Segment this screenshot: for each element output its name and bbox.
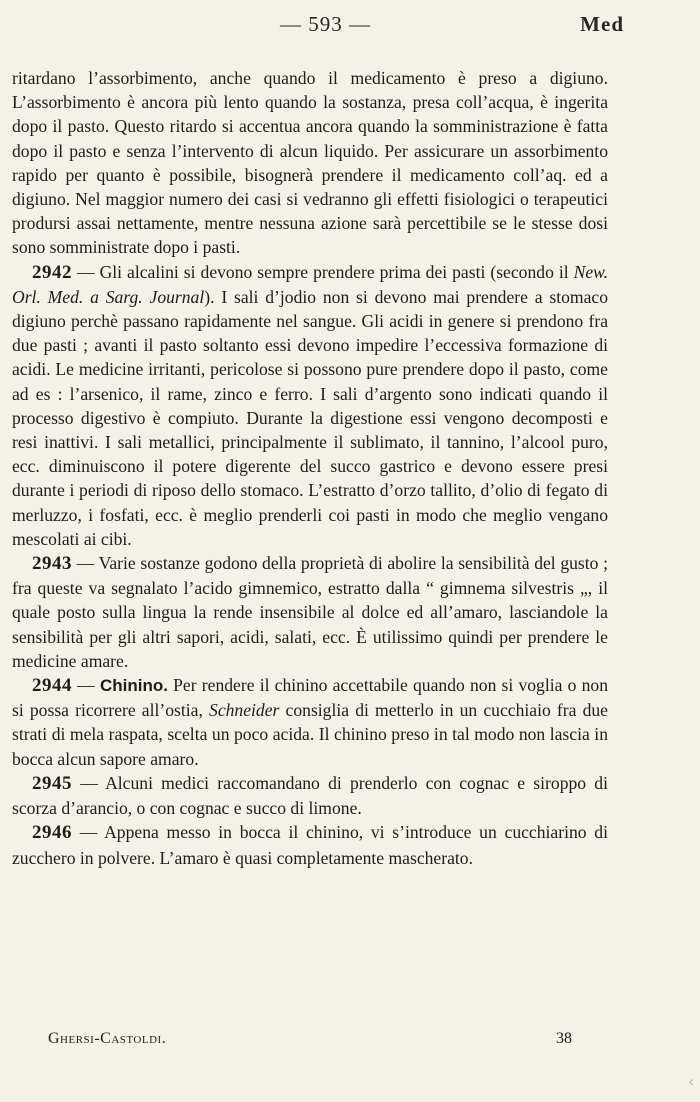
entry-number: 2942 bbox=[32, 261, 72, 283]
running-head: Med bbox=[580, 12, 624, 36]
entry-keyword: Chinino. bbox=[99, 676, 168, 696]
dash: — bbox=[72, 675, 100, 696]
paragraph-continuation bbox=[12, 66, 608, 260]
body-text bbox=[12, 66, 608, 870]
chevron-left-icon: ‹ bbox=[688, 1072, 695, 1091]
paragraph-text: Per rendere il chinino accettabile quando non si voglia o non si possa ricorrere all’ostia, bbox=[12, 675, 608, 721]
page-number: — 593 — bbox=[280, 12, 371, 36]
author-name: Schneider bbox=[209, 700, 280, 721]
footer-author: Ghersi-Castoldi. bbox=[48, 1030, 167, 1047]
journal-title: New. Orl. Med. a Sarg. Journal bbox=[12, 261, 608, 307]
entry-number: 2946 bbox=[32, 822, 72, 844]
paragraph-2943 bbox=[12, 551, 608, 673]
page-footer bbox=[48, 1030, 596, 1054]
paragraph-text: — Gli alcalini si devono sempre prendere prima dei pasti (secondo il bbox=[72, 261, 574, 282]
paragraph-text: — Varie sostanze godono della proprietà di abolire la sensibilità del gusto ; fra queste va segnalato l’acido gimnemico, estratto dalla “ gimnema silvestris „, il quale posto sulla lingua la rende insensibile al dolce ed all’amaro, lasciandole la sensibilità per gli altri sapori, acidi, salati, ecc. È utilissimo quindi per prendere le medicine amare. bbox=[12, 553, 608, 671]
sheet-number: 38 bbox=[556, 1030, 572, 1047]
paragraph-2942 bbox=[12, 260, 608, 551]
paragraph-text: ritardano l’assorbimento, anche quando il medicamento è preso a digiuno. L’assorbimento è ancora più lento quando la sostanza, presa coll’acqua, è ingerita dopo il pasto. Questo ritardo si accentua ancora quando la somministrazione è fatta dopo il pasto e senza l’intervento di alcun liquido. Per assicurare un assorbimento rapido per quanto è possibile, bisognerà prendere il medicamento coll’aq. ed a digiuno. Nel maggior numero dei casi si vedranno gli effetti fisiologici o terapeutici prodursi assai nettamente, mentre nessuna azione sarà percettibile se le stesse dosi sono somministrate dopo i pasti. bbox=[12, 68, 608, 258]
paragraph-2946 bbox=[12, 820, 608, 869]
page-header bbox=[0, 12, 700, 42]
paragraph-text: — Alcuni medici raccomandano di prenderlo con cognac e siroppo di scorza d’arancio, o con cognac e succo di limone. bbox=[12, 772, 608, 819]
paragraph-text: consiglia di metterlo in un cucchiaio fra due strati di mela raspata, scelta un poco acida. Il chinino preso in tal modo non lascia in bocca alcun sapore amaro. bbox=[12, 700, 608, 769]
paragraph-2945 bbox=[12, 771, 608, 820]
paragraph-text: — Appena messo in bocca il chinino, vi s’introduce un cucchiarino di zucchero in polvere. L’amaro è quasi completamente mascherato. bbox=[12, 822, 608, 868]
entry-number: 2943 bbox=[32, 553, 72, 575]
entry-number: 2945 bbox=[32, 772, 72, 794]
paragraph-text: ). I sali d’jodio non si devono mai prendere a stomaco digiuno perchè passano rapidamente nel sangue. Gli acidi in genere si prendono fra due pasti ; avanti il pasto soltanto essi devono impedire l’eccessiva formazione di acidi. Le medicine irritanti, pericolose si possono pure prendere dopo il pasto, come ad es : l’arsenico, il rame, zinco e ferro. I sali d’argento sono indicati quando il processo digestivo è compiuto. Durante la digestione essi vengono decomposti e resi inattivi. I sali metallici, principalmente il sublimato, il tannino, l’alcool puro, ecc. diminuiscono il potere digerente del succo gastrico e devono essere presi durante i periodi di riposo dello stomaco. L’estratto d’orzo tallito, d’olio di fegato di merluzzo, i fosfati, ecc. è meglio prenderli coi pasti in modo che meglio vengano mescolati ai cibi. bbox=[12, 286, 608, 549]
entry-number: 2944 bbox=[32, 675, 72, 697]
paragraph-2944 bbox=[12, 673, 608, 771]
